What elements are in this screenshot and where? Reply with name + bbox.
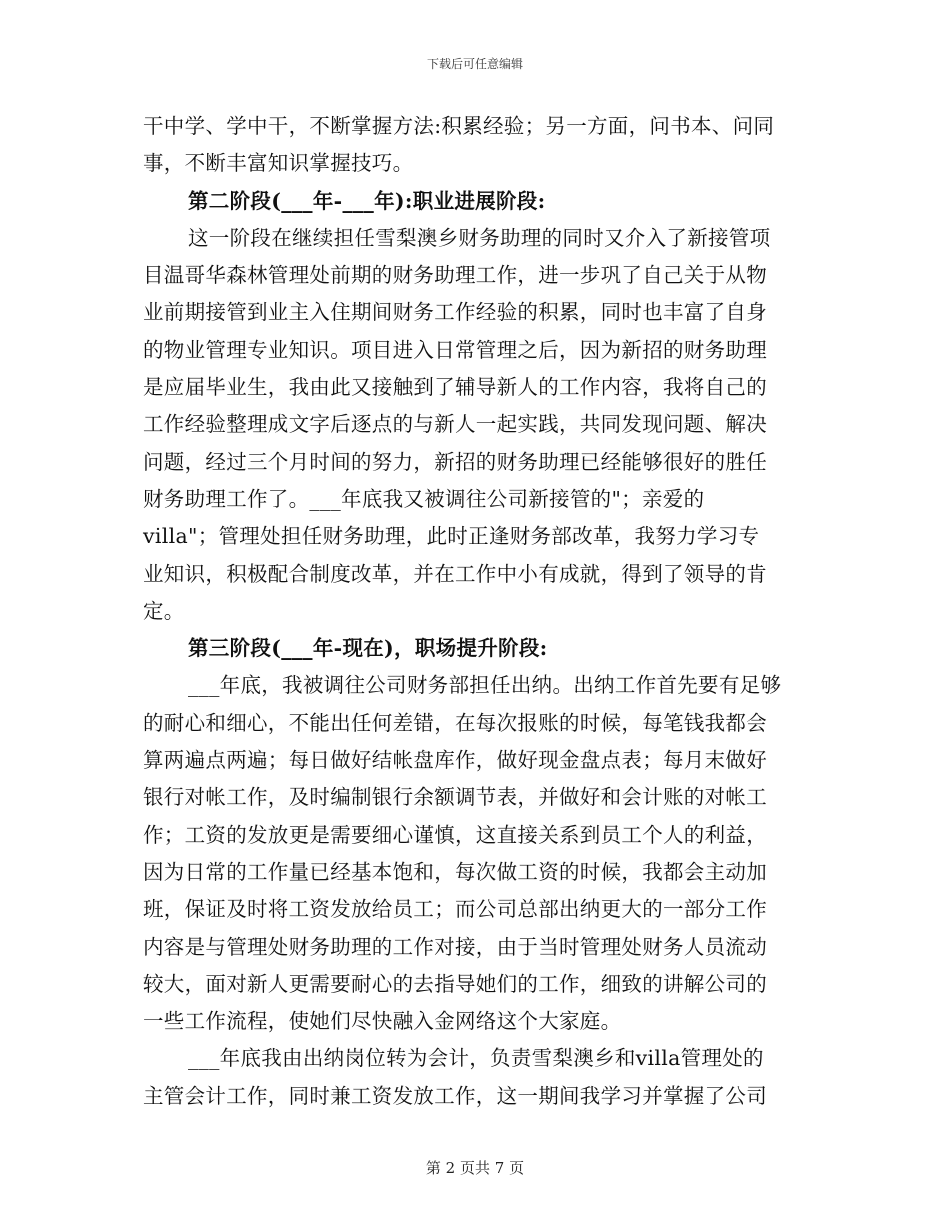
- paragraph-line: ___年底我由出纳岗位转为会计，负责雪梨澳乡和villa管理处的: [188, 1046, 764, 1071]
- paragraph-line: 主管会计工作，同时兼工资发放工作，这一期间我学习并掌握了公司: [143, 1083, 767, 1108]
- section-heading: 第三阶段(___年-现在)，职场提升阶段:: [188, 636, 548, 661]
- paragraph-line: 班，保证及时将工资发放给员工；而公司总部出纳更大的一部分工作: [143, 897, 767, 922]
- paragraph-line: 内容是与管理处财务助理的工作对接，由于当时管理处财务人员流动: [143, 934, 767, 959]
- paragraph-line: 的物业管理专业知识。项目进入日常管理之后，因为新招的财务助理: [143, 337, 767, 362]
- paragraph-line: 问题，经过三个月时间的努力，新招的财务助理已经能够很好的胜任: [143, 449, 767, 474]
- paragraph-line: villa"；管理处担任财务助理，此时正逢财务部改革，我努力学习专: [143, 524, 760, 549]
- paragraph-line: 作；工资的发放更是需要细心谨慎，这直接关系到员工个人的利益，: [143, 822, 767, 847]
- paragraph-line: 银行对帐工作，及时编制银行余额调节表，并做好和会计账的对帐工: [143, 785, 767, 810]
- paragraph-line: 干中学、学中干，不断掌握方法:积累经验；另一方面，问书本、问同: [143, 114, 775, 138]
- document-body: [143, 108, 813, 1115]
- paragraph-line: 事，不断丰富知识掌握技巧。: [143, 151, 414, 176]
- paragraph-line: 业知识，积极配合制度改革，并在工作中小有成就，得到了领导的肯: [143, 561, 767, 586]
- paragraph-line: 一些工作流程，使她们尽快融入金网络这个大家庭。: [143, 1009, 622, 1034]
- paragraph-line: 工作经验整理成文字后逐点的与新人一起实践，共同发现问题、解决: [143, 412, 767, 437]
- paragraph-line: ___年底，我被调往公司财务部担任出纳。出纳工作首先要有足够: [188, 673, 782, 698]
- paragraph-line: 的耐心和细心，不能出任何差错，在每次报账的时候，每笔钱我都会: [143, 710, 767, 735]
- paragraph-line: 是应届毕业生，我由此又接触到了辅导新人的工作内容，我将自己的: [143, 375, 767, 400]
- paragraph-line: 目温哥华森林管理处前期的财务助理工作，进一步巩了自己关于从物: [143, 263, 767, 288]
- paragraph-line: 较大，面对新人更需要耐心的去指导她们的工作，细致的讲解公司的: [143, 971, 767, 996]
- paragraph-line: 因为日常的工作量已经基本饱和，每次做工资的时候，我都会主动加: [143, 859, 767, 884]
- section-heading: 第二阶段(___年-___年):职业进展阶段:: [188, 188, 546, 213]
- paragraph-line: 定。: [143, 598, 185, 623]
- paragraph-line: 这一阶段在继续担任雪梨澳乡财务助理的同时又介入了新接管项: [188, 225, 771, 250]
- page-number: 第 2 页共 7 页: [425, 1159, 525, 1177]
- paragraph-line: 财务助理工作了。___年底我又被调往公司新接管的"；亲爱的: [143, 486, 705, 511]
- paragraph-line: 算两遍点两遍；每日做好结帐盘库作，做好现金盘点表；每月末做好: [143, 748, 767, 773]
- header-note: 下载后可任意编辑: [426, 57, 523, 71]
- paragraph-line: 业前期接管到业主入住期间财务工作经验的积累，同时也丰富了自身: [143, 300, 767, 325]
